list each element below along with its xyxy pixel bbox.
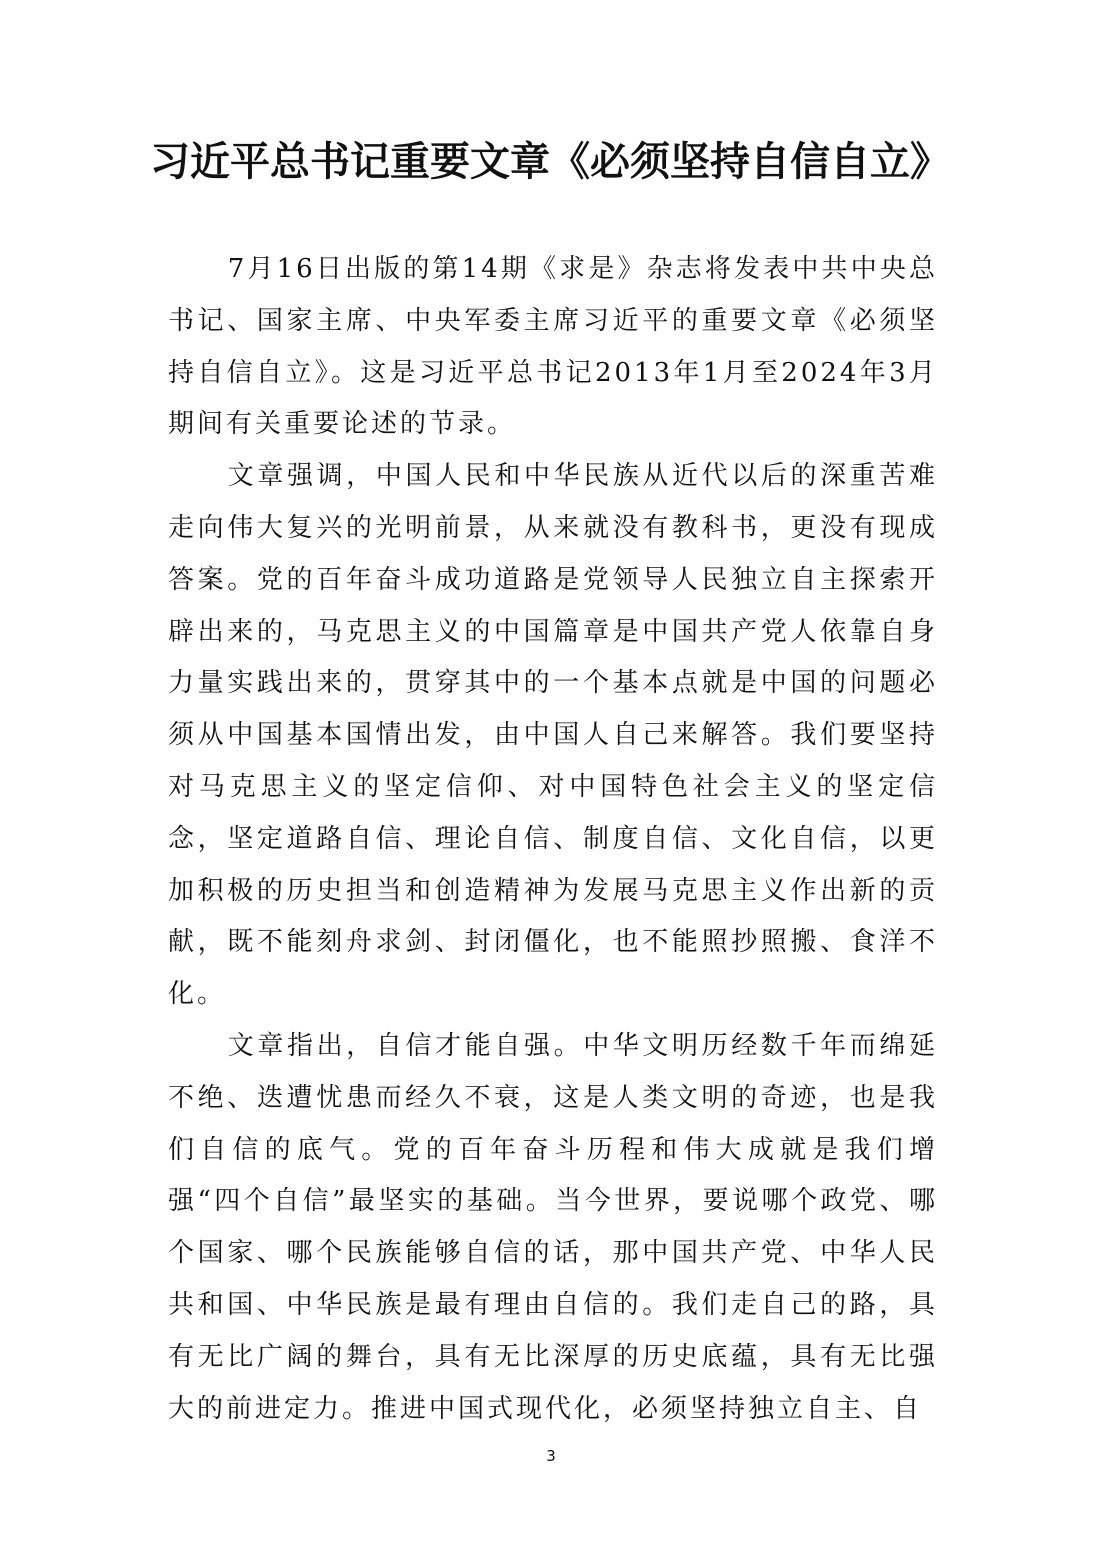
article-title: 习近平总书记重要文章《必须坚持自信自立》 bbox=[150, 139, 950, 185]
article-body bbox=[168, 244, 938, 1435]
page-number: 3 bbox=[546, 1447, 556, 1465]
paragraph-3: 文章指出，自信才能自强。中华文明历经数千年而绵延不绝、迭遭忧患而经久不衰，这是人类文明的奇迹，也是我们自信的底气。党的百年奋斗历程和伟大成就是我们增强“四个自信”最坚实的基础。当今世界，要说哪个政党、哪个国家、哪个民族能够自信的话，那中国共产党、中华人民共和国、中华民族是最有理由自信的。我们走自己的路，具有无比广阔的舞台，具有无比深厚的历史底蕴，具有无比强大的前进定力。推进中国式现代化，必须坚持独立自主、自 bbox=[168, 1030, 938, 1424]
paragraph-1: 7月16日出版的第14期《求是》杂志将发表中共中央总书记、国家主席、中央军委主席习近平的重要文章《必须坚持自信自立》。这是习近平总书记2013年1月至2024年3月期间有关重要论述的节录。 bbox=[168, 254, 938, 440]
paragraph-2: 文章强调，中国人民和中华民族从近代以后的深重苦难走向伟大复兴的光明前景，从来就没有教科书，更没有现成答案。党的百年奋斗成功道路是党领导人民独立自主探索开辟出来的，马克思主义的中国篇章是中国共产党人依靠自身力量实践出来的，贯穿其中的一个基本点就是中国的问题必须从中国基本国情出发，由中国人自己来解答。我们要坚持对马克思主义的坚定信仰、对中国特色社会主义的坚定信念，坚定道路自信、理论自信、制度自信、文化自信，以更加积极的历史担当和创造精神为发展马克思主义作出新的贡献，既不能刻舟求剑、封闭僵化，也不能照抄照搬、食洋不化。 bbox=[168, 461, 938, 1010]
